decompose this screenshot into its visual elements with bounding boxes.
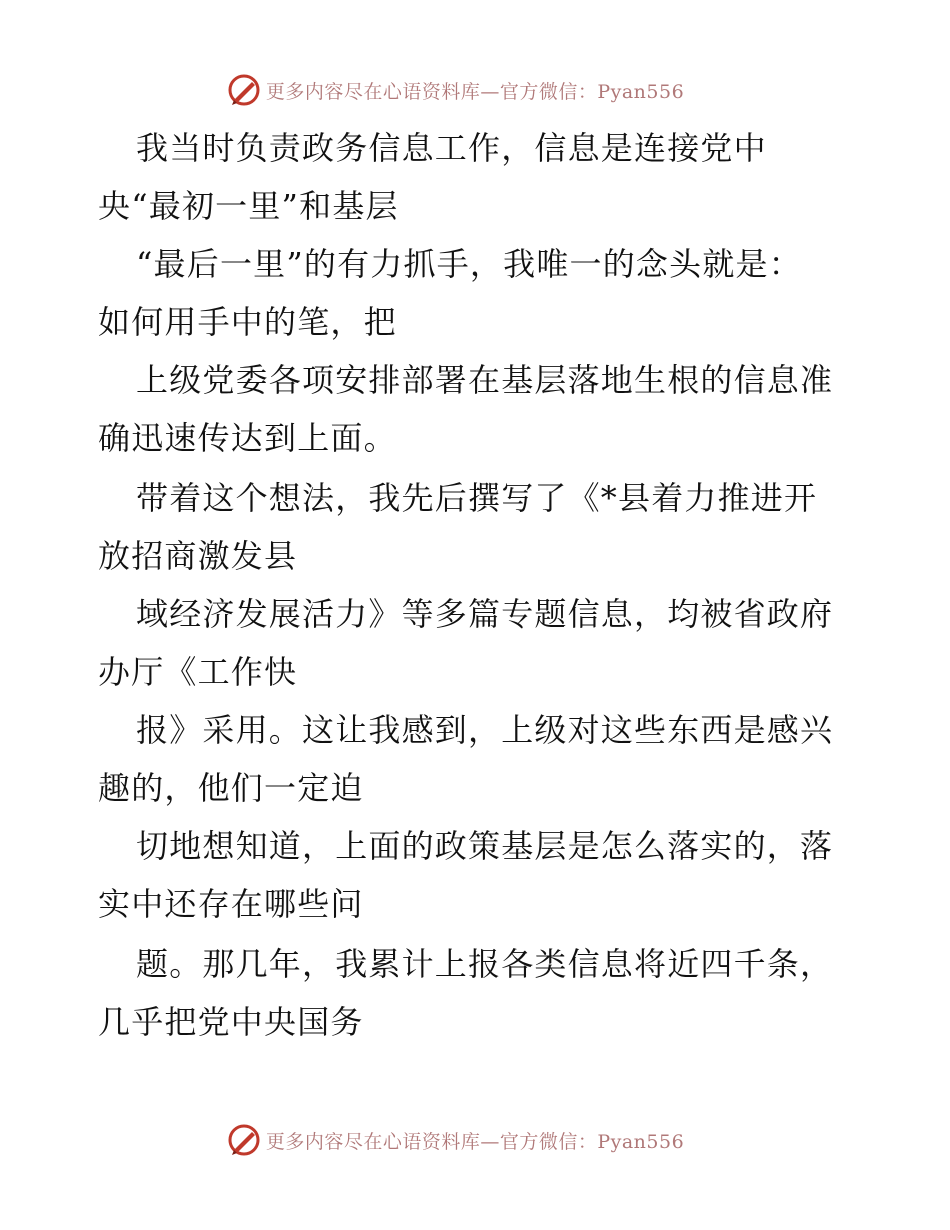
watermark-text: 更多内容尽在心语资料库—官方微信：Pyan556	[265, 80, 685, 103]
text-line: 题。那几年，我累计上报各类信息将近四千条，	[136, 945, 834, 983]
text-line: “最后一里”的有力抓手，我唯一的念头就是：	[136, 245, 802, 283]
footer-watermark	[0, 1120, 950, 1160]
text-line: 实中还存在哪些问	[98, 885, 364, 923]
header-watermark	[0, 70, 950, 110]
text-line: 切地想知道，上面的政策基层是怎么落实的，落	[136, 827, 834, 865]
text-line: 确迅速传达到上面。	[98, 419, 397, 457]
text-line: 央“最初一里”和基层	[98, 187, 399, 225]
text-line: 几乎把党中央国务	[98, 1003, 364, 1041]
text-line: 办厅《工作快	[98, 653, 298, 691]
text-line: 趣的，他们一定迫	[98, 769, 364, 807]
text-line: 放招商激发县	[98, 537, 298, 575]
text-line: 我当时负责政务信息工作，信息是连接党中	[136, 129, 767, 167]
red-pen-logo-icon	[226, 1122, 262, 1158]
text-line: 上级党委各项安排部署在基层落地生根的信息准	[136, 361, 834, 399]
text-line: 如何用手中的笔，把	[98, 303, 397, 341]
text-line: 带着这个想法，我先后撰写了《*县着力推进开	[136, 479, 818, 517]
text-line: 域经济发展活力》等多篇专题信息，均被省政府	[136, 595, 834, 633]
watermark-text: 更多内容尽在心语资料库—官方微信：Pyan556	[265, 1130, 685, 1153]
red-pen-logo-icon	[226, 72, 262, 108]
text-line: 报》采用。这让我感到，上级对这些东西是感兴	[136, 711, 834, 749]
